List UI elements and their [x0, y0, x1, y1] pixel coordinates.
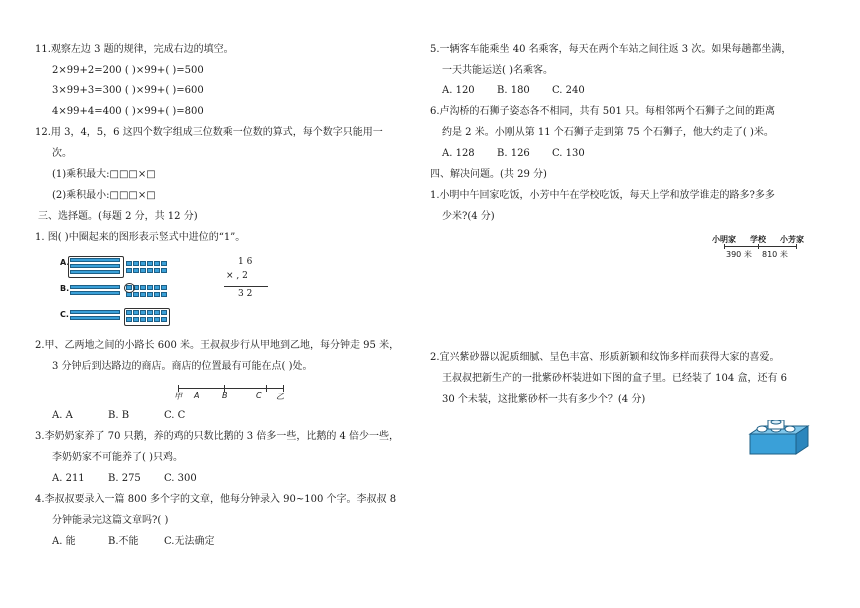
point-b: B [222, 391, 228, 400]
q11-line-3: 4×99+4=400 ( )×99+( )=800 [52, 106, 204, 117]
vertical-top: 1 6 [238, 257, 253, 267]
choice-2-option-a[interactable]: A. A [52, 410, 73, 421]
q11-line-1: 2×99+2=200 ( )×99+( )=500 [52, 65, 204, 76]
problem-1-line-2: 少米?(4 分) [442, 211, 495, 222]
choice-3-option-c[interactable]: C. 300 [164, 473, 197, 484]
point-a: A [194, 391, 200, 400]
map-distance-1: 390 米 [726, 250, 752, 259]
choice-5-line-2: 一天共能运送( )名乘客。 [442, 65, 553, 76]
figure-label-c: C. [60, 310, 69, 319]
q12-title: 12.用 3，4，5，6 这四个数字组成三位数乘一位数的算式，每个数字只能用一 [35, 127, 383, 138]
figure-label-a: A. [60, 258, 70, 267]
choice-5-line-1: 5.一辆客车能乘坐 40 名乘客，每天在两个车站之间往返 3 次。如果每趟都坐满， [430, 44, 792, 55]
circled-group-a [68, 256, 124, 278]
choice-5-option-b[interactable]: B. 180 [497, 85, 530, 96]
q12-part-b: (2)乘积最小:□□□×□ [52, 190, 156, 201]
map-label-school: 学校 [750, 235, 766, 244]
choice-3-line-2: 李奶奶家不可能养了( )只鸡。 [52, 452, 183, 463]
choice-4-line-1: 4.李叔叔要录入一篇 800 多个字的文章，他每分钟录入 90~100 个字。李叔叔 8 [35, 494, 397, 505]
choice-5-option-c[interactable]: C. 240 [552, 85, 585, 96]
problem-2-line-2: 王叔叔把新生产的一批紫砂杯装进如下图的盒子里。已经装了 104 盒，还有 6 [442, 373, 787, 384]
place-value-blocks-figure [56, 252, 176, 332]
circled-group-c [124, 308, 170, 326]
map-distance-2: 810 米 [762, 250, 788, 259]
q12-part-a: (1)乘积最大:□□□×□ [52, 169, 156, 180]
choice-3-option-b[interactable]: B. 275 [108, 473, 141, 484]
route-line [178, 388, 284, 389]
teacup-box-illustration [748, 420, 810, 456]
choice-2-option-b[interactable]: B. B [108, 410, 130, 421]
point-c: C [256, 391, 262, 400]
section-3-heading: 三、选择题。(每题 2 分，共 12 分) [38, 211, 198, 222]
choice-2-line-1: 2.甲、乙两地之间的小路长 600 米。王叔叔步行从甲地到乙地，每分钟走 95 米， [35, 340, 400, 351]
circled-group-b [124, 283, 135, 293]
point-jia: 甲 [174, 392, 182, 401]
choice-4-option-c[interactable]: C.无法确定 [164, 536, 215, 547]
problem-2-line-3: 30 个未装，这批紫砂杯一共有多少个？(4 分) [442, 394, 646, 405]
choice-2-option-c[interactable]: C. C [164, 410, 186, 421]
choice-6-option-a[interactable]: A. 128 [442, 148, 475, 159]
choice-4-option-a[interactable]: A. 能 [52, 536, 76, 547]
map-label-xiaoming-home: 小明家 [712, 235, 736, 244]
choice-3-option-a[interactable]: A. 211 [52, 473, 85, 484]
choice-6-option-b[interactable]: B. 126 [497, 148, 530, 159]
choice-6-line-2: 约是 2 米。小刚从第 11 个石狮子走到第 75 个石狮子，他大约走了( )米。 [442, 127, 774, 138]
choice-5-option-a[interactable]: A. 120 [442, 85, 475, 96]
choice-2-line-2: 3 分钟后到达路边的商店。商店的位置最有可能在点( )处。 [52, 361, 313, 372]
choice-6-line-1: 6.卢沟桥的石狮子姿态各不相同，共有 501 只。每相邻两个石狮子之间的距离 [430, 106, 775, 117]
choice-3-line-1: 3.李奶奶家养了 70 只鹅，养的鸡的只数比鹅的 3 倍多一些，比鹅的 4 倍少一些， [35, 431, 400, 442]
q11-title: 11.观察左边 3 题的规律，完成右边的填空。 [35, 44, 234, 55]
q11-line-2: 3×99+3=300 ( )×99+( )=600 [52, 85, 204, 96]
choice-6-option-c[interactable]: C. 130 [552, 148, 585, 159]
map-label-xiaofang-home: 小芳家 [780, 235, 804, 244]
vertical-result: 3 2 [238, 289, 253, 299]
choice-1-question: 1. 图( )中圈起来的图形表示竖式中进位的“1”。 [35, 232, 246, 243]
section-4-heading: 四、解决问题。(共 29 分) [430, 169, 547, 180]
vertical-rule [224, 286, 268, 287]
problem-1-line-1: 1.小明中午回家吃饭，小芳中午在学校吃饭，每天上学和放学谁走的路多?多多 [430, 190, 775, 201]
point-yi: 乙 [276, 392, 284, 401]
q12-continuation: 次。 [52, 148, 72, 159]
problem-2-line-1: 2.宜兴紫砂器以泥质细腻、呈色丰富、形质新颖和纹饰多样而获得大家的喜爱。 [430, 352, 780, 363]
map-route-line [724, 246, 796, 247]
choice-4-line-2: 分钟能录完这篇文章吗?( ) [52, 515, 169, 526]
vertical-multiplier: × , 2 [226, 271, 248, 281]
route-line-figure [172, 382, 292, 402]
choice-4-option-b[interactable]: B.不能 [108, 536, 139, 547]
route-map-figure [712, 234, 812, 264]
figure-label-b: B. [60, 284, 70, 293]
vertical-multiplication [222, 256, 272, 304]
